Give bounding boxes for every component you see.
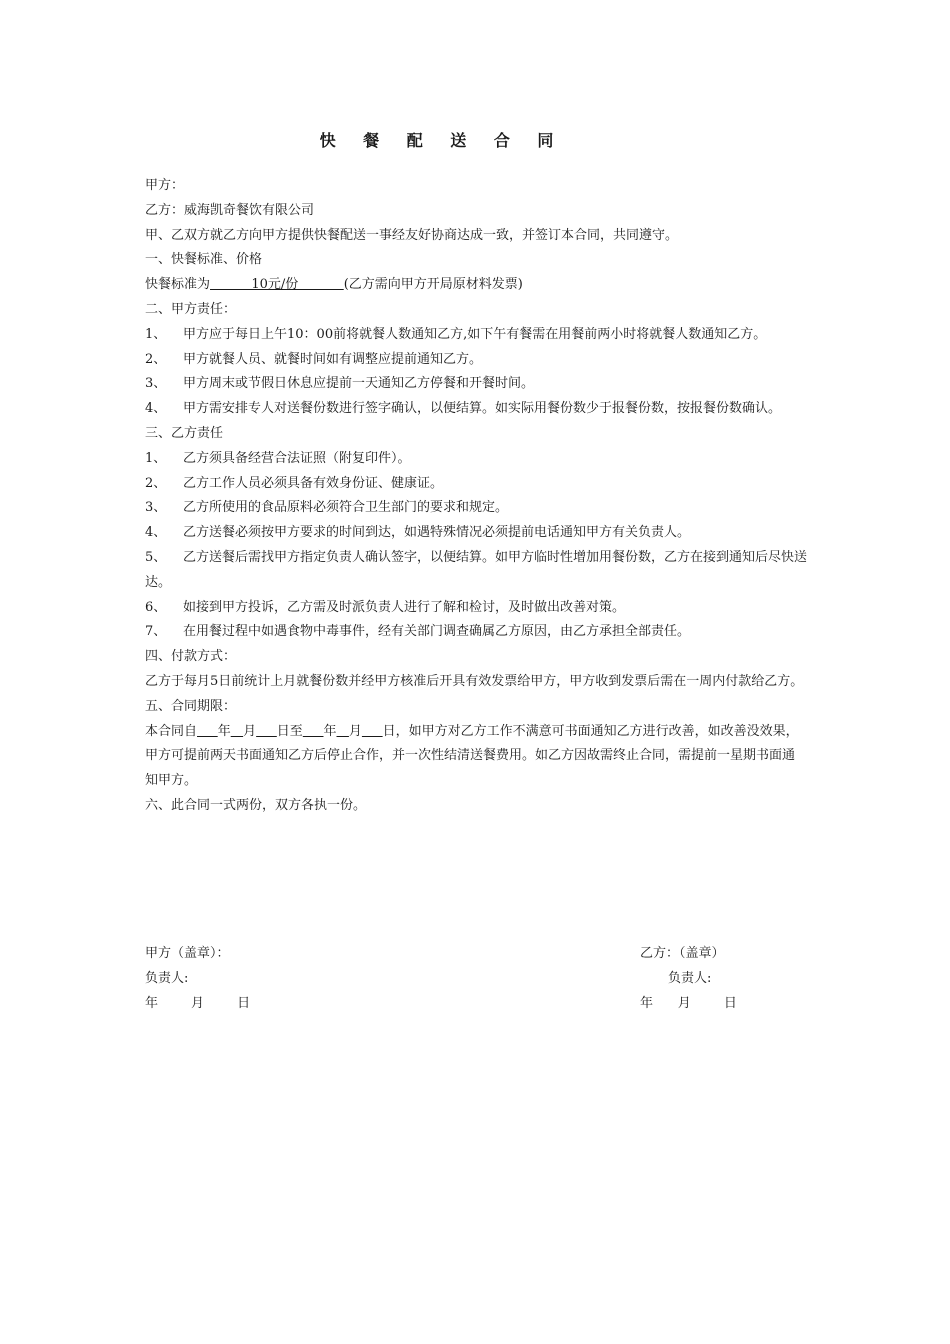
list-item: 2、 乙方工作人员必须具备有效身份证、健康证。 [145,475,444,491]
list-item: 3、 甲方周末或节假日休息应提前一天通知乙方停餐和开餐时间。 [145,376,535,392]
price-prefix: 快餐标准为 [145,277,211,293]
payment-paragraph: 乙方于每月5日前统计上月就餐份数并经甲方核准后开具有效发票给甲方，甲方收到发票后需在一周内付款给乙方。 [145,673,804,689]
blank-field [256,724,277,739]
list-item: 4、 甲方需安排专人对送餐份数进行签字确认，以便结算。如实际用餐份数少于报餐份数，按报餐份数确认。 [145,401,782,417]
section-6-line: 六、此合同一式两份，双方各执一份。 [145,797,367,813]
blank-field [362,724,383,739]
document-title: 快 餐 配 送 合 同 [319,131,565,150]
term-paragraph: 本合同自 年 月 日至 年 月 日，如甲方对乙方工作不满意可书面通知乙方进行改善，如改善没效果，甲方可提前两天书面通知乙方后停止合作，并一次性结清送餐费用。如乙方因故需终止合同，需提前一星期书面通知甲方。 [145,723,799,789]
party-a-signature-block [145,942,250,1016]
section-2-heading: 二、甲方责任： [145,301,237,317]
list-item: 6、 如接到甲方投诉，乙方需及时派负责人进行了解和检讨，及时做出改善对策。 [145,599,626,615]
intro-paragraph: 甲、乙双方就乙方向甲方提供快餐配送一事经友好协商达成一致，并签订本合同，共同遵守。 [145,227,679,243]
list-item: 7、 在用餐过程中如遇食物中毒事件，经有关部门调查确属乙方原因，由乙方承担全部责任。 [145,624,691,640]
party-b-line: 乙方：威海凯奇餐饮有限公司 [145,202,315,218]
party-b-date-label: 年 月 日 [640,995,737,1011]
list-item: 4、 乙方送餐必须按甲方要求的时间到达，如遇特殊情况必须提前电话通知甲方有关负责人。 [145,525,691,541]
party-a-person-label: 负责人: [145,970,189,986]
section-1-heading: 一、快餐标准、价格 [145,252,263,268]
party-a-date-label: 年 月 日 [145,995,251,1011]
party-b-person-label: 负责人: [668,970,712,986]
party-b-signature-block [640,942,737,1016]
party-a-line: 甲方： [145,178,185,193]
blank-field [231,724,243,739]
price-suffix: (乙方需向甲方开局原材料发票) [343,277,523,293]
blank-field [197,724,218,739]
list-item: 5、 乙方送餐后需找甲方指定负责人确认签字，以便结算。如甲方临时性增加用餐份数，乙方在接到通知后尽快送达。 [145,549,808,590]
list-item: 2、 甲方就餐人员、就餐时间如有调整应提前通知乙方。 [145,351,483,367]
list-item: 3、 乙方所使用的食品原料必须符合卫生部门的要求和规定。 [145,500,509,516]
party-b-seal-label: 乙方：（盖章） [640,946,725,961]
list-item: 1、 甲方应于每日上午10：00前将就餐人数通知乙方,如下午有餐需在用餐前两小时将就餐人数通知乙方。 [145,326,767,342]
section-5-heading: 五、合同期限： [145,698,237,714]
list-item: 1、 乙方须具备经营合法证照（附复印件）。 [145,450,411,466]
contract-body [145,174,807,819]
party-a-seal-label: 甲方（盖章）： [145,946,230,961]
section-3-heading: 三、乙方责任 [145,425,224,441]
section-4-heading: 四、付款方式： [145,649,237,665]
price-value: 10元/份 [210,277,344,293]
blank-field [337,724,349,739]
price-line [145,273,807,298]
blank-field [303,724,324,739]
